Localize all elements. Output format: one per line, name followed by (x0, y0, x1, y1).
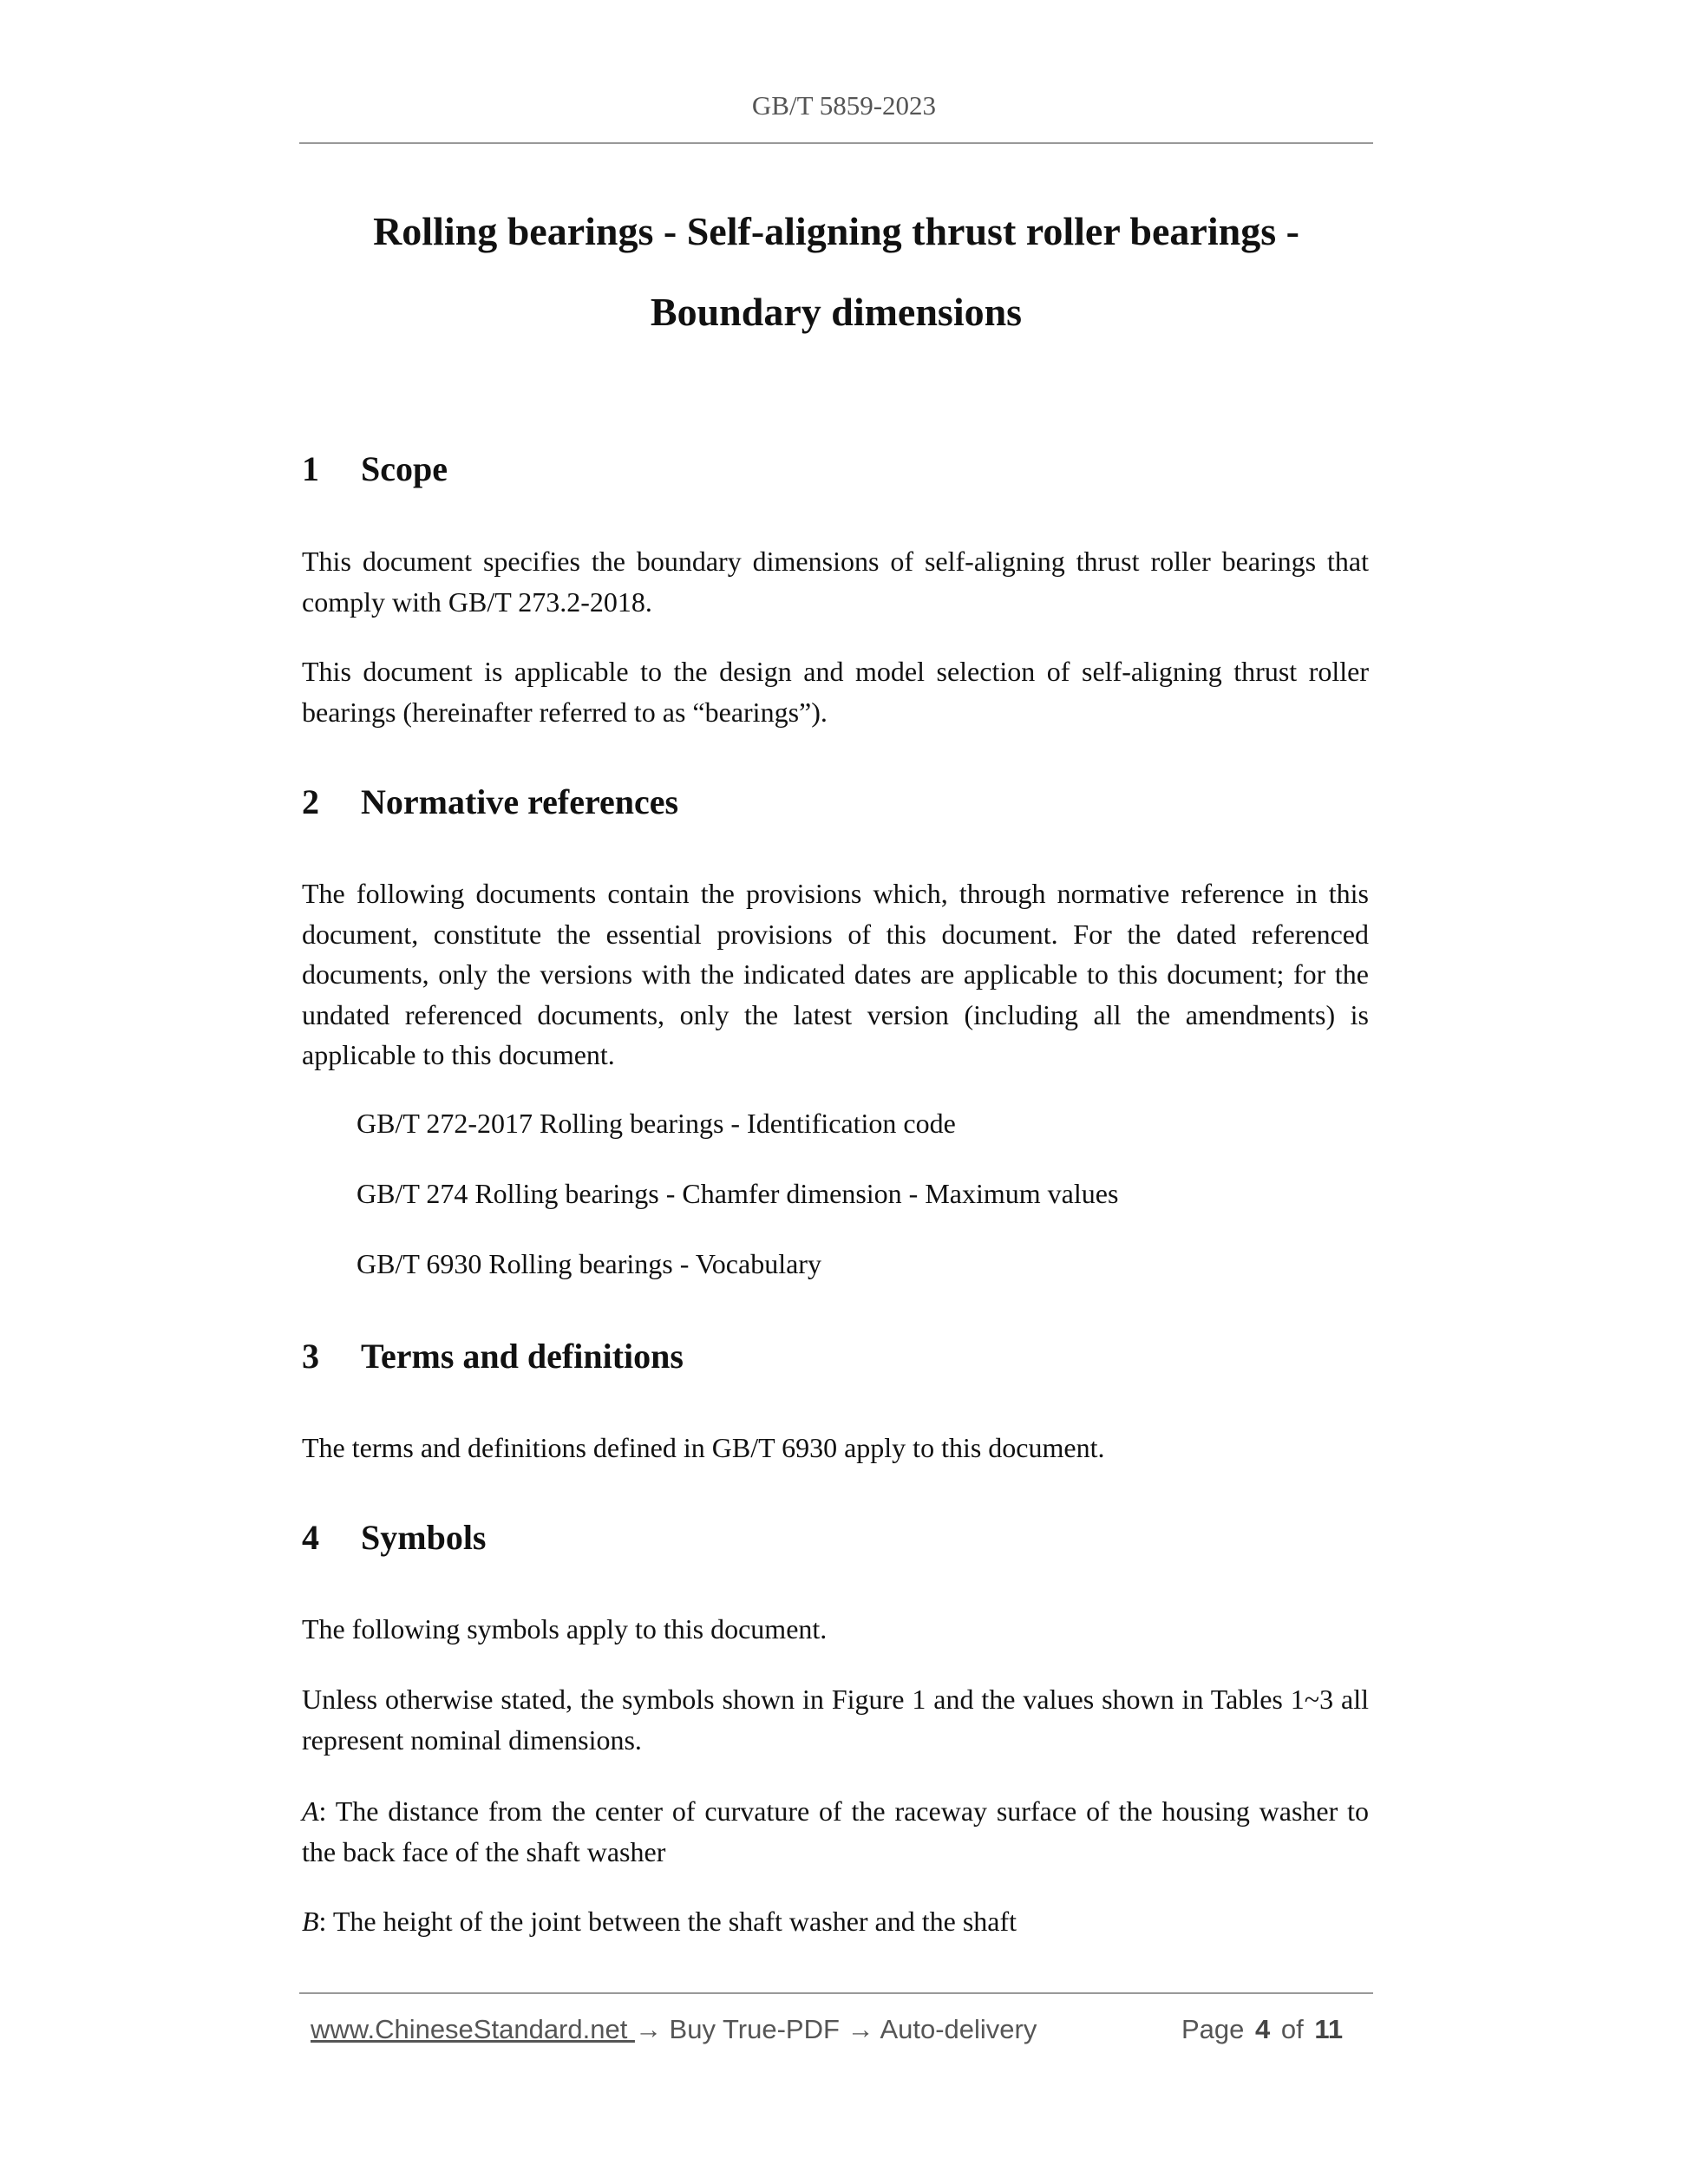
paragraph: The following symbols apply to this document. (302, 1613, 828, 1645)
paragraph: The terms and definitions defined in GB/T 6930 apply to this document. (302, 1432, 1105, 1463)
arrow-right-icon: → (634, 2014, 662, 2044)
total-pages: 11 (1314, 2014, 1344, 2044)
paragraph: The following documents contain the provisions which, through normative reference in this document, constitute the essential provisions of this document. For the dated referenced documents, only the versions with the indicated dates are applicable to this document; for the undated referenced documents, only the latest version (including all the amendments) is applicable to this document. (302, 878, 1369, 1070)
section-title: Scope (361, 449, 448, 488)
delivery-text: Auto-delivery (873, 2014, 1037, 2044)
doc-title-line1: Rolling bearings - Self-aligning thrust roller bearings - (373, 209, 1299, 253)
of-label: of (1280, 2014, 1304, 2044)
section-heading-terms (302, 1336, 684, 1376)
paragraph: Unless otherwise stated, the symbols shown in Figure 1 and the values shown in Tables 1~3 all represent nominal dimensions. (302, 1684, 1369, 1756)
section-heading-normative-references (302, 781, 678, 822)
reference-item: GB/T 6930 Rolling bearings - Vocabulary (357, 1248, 821, 1279)
symbol: B (302, 1906, 319, 1937)
website-link[interactable]: www.ChineseStandard.net (311, 2014, 635, 2044)
page-indicator (1181, 2014, 1343, 2045)
running-header: GB/T 5859-2023 (751, 90, 937, 121)
section-title: Terms and definitions (361, 1337, 684, 1376)
section-number: 2 (302, 782, 319, 821)
symbol-definition-A (302, 1791, 1369, 1872)
symbol-description: : The height of the joint between the shaft washer and the shaft (318, 1906, 1017, 1937)
section-heading-symbols (302, 1517, 487, 1558)
section-number: 3 (302, 1337, 319, 1376)
arrow-right-icon: → (847, 2014, 874, 2044)
current-page: 4 (1255, 2014, 1271, 2044)
symbol-definition-B (302, 1901, 1369, 1942)
footer-promo (311, 2014, 1037, 2045)
section-title: Symbols (361, 1518, 487, 1557)
footer-rule (299, 1992, 1373, 1994)
symbol: A (302, 1795, 319, 1827)
section-number: 1 (302, 449, 319, 488)
doc-title-line2: Boundary dimensions (650, 290, 1023, 334)
section-heading-scope (302, 448, 448, 489)
symbol-description: : The distance from the center of curvature of the raceway surface of the housing washer to the back face of the shaft washer (302, 1795, 1369, 1867)
section-number: 4 (302, 1518, 319, 1557)
page-label: Page (1181, 2014, 1245, 2044)
paragraph: This document is applicable to the design and model selection of self-aligning thrust roller bearings (hereinafter referred to as “bearings”). (302, 656, 1369, 728)
reference-item: GB/T 274 Rolling bearings - Chamfer dimension - Maximum values (357, 1178, 1119, 1209)
header-rule (299, 142, 1373, 144)
section-title: Normative references (361, 782, 679, 821)
reference-item: GB/T 272-2017 Rolling bearings - Identification code (357, 1108, 956, 1139)
buy-text: Buy True-PDF (661, 2014, 847, 2044)
paragraph: This document specifies the boundary dimensions of self-aligning thrust roller bearings that comply with GB/T 273.2-2018. (302, 546, 1369, 618)
